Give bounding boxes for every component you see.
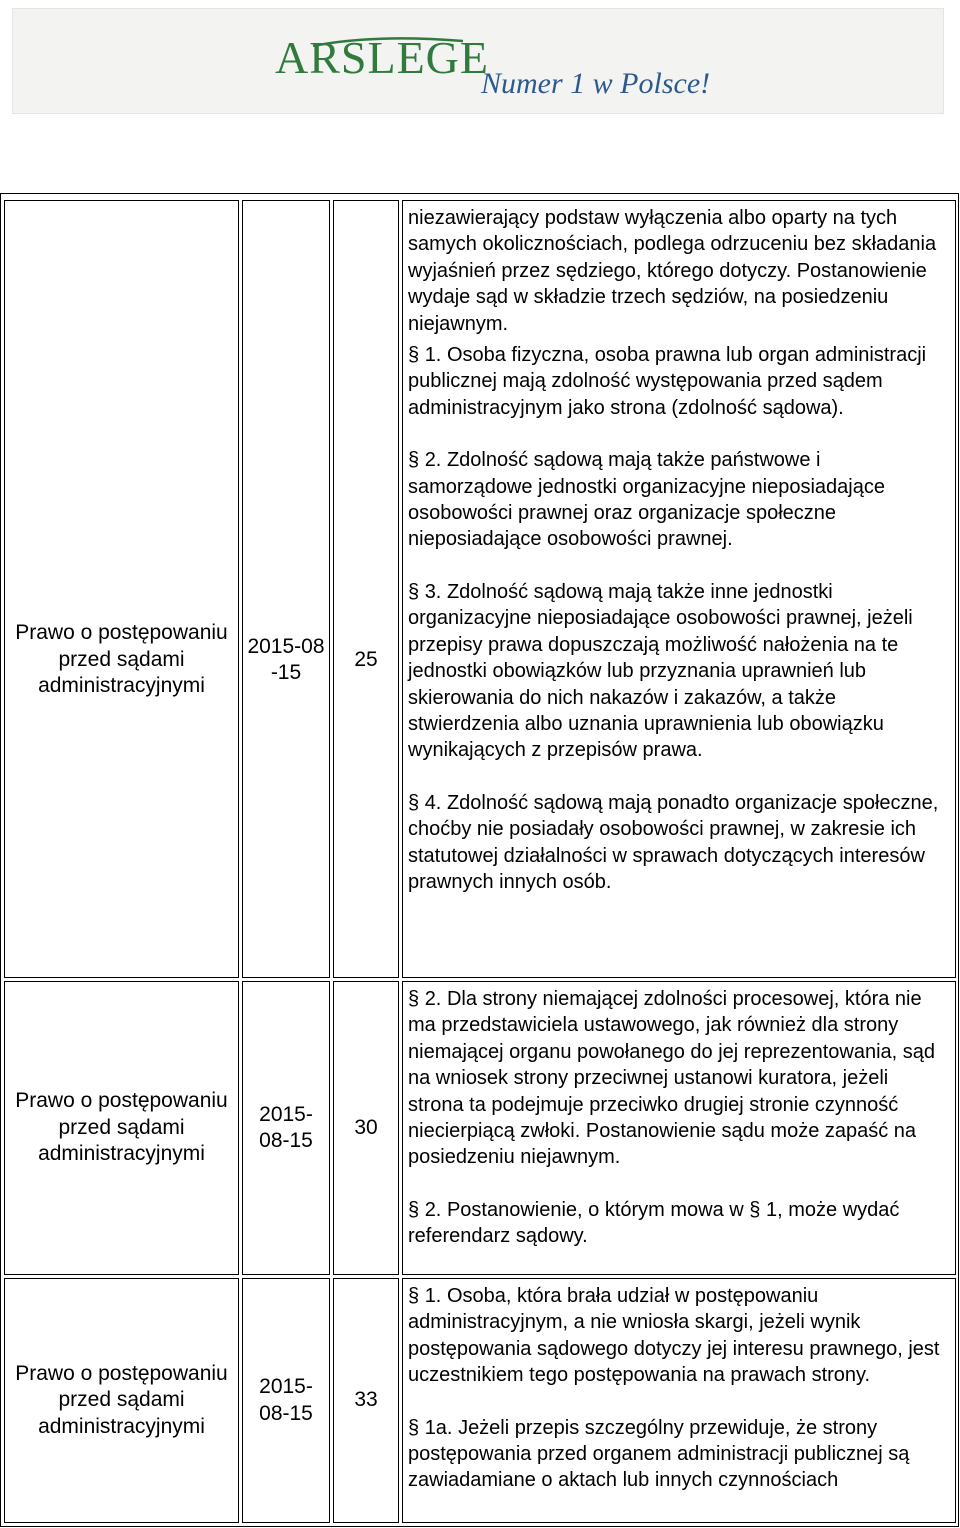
art30-text-cell xyxy=(402,981,956,1275)
art30-par2: § 2. Dla strony niemającej zdolności procesowej, która nie ma przedstawiciela ustawowego, jak również dla strony niemającej organu powołanego do jej reprezentowania, sąd na wniosek strony przeciwnej ustanowi kuratora, jeżeli strona ta podejmuje przeciwko drugiej stronie czynność niecierpiącą zwłoki. Postanowienie sądu może zapaść na posiedzeniu niejawnym. xyxy=(408,988,936,1169)
art25-par4: § 4. Zdolność sądową mają ponadto organizacje społeczne, choćby nie posiadały osobowości prawnej, w zakresie ich statutowej działalności w sprawach dotyczących interesów prawnych innych osób. xyxy=(408,791,939,893)
art33-article-cell xyxy=(333,1278,399,1523)
art25-date: 2015-08-15 xyxy=(247,634,325,684)
art33-par1a: § 1a. Jeżeli przepis szczególny przewiduje, że strony postępowania przed organem administracji publicznej są zawiadamiane o aktach lub innych czynnościach xyxy=(408,1416,910,1492)
art25-article-number: 25 xyxy=(354,647,378,671)
art25-par2: § 2. Zdolność sądową mają także państwowe i samorządowe jednostki organizacyjne nieposiadające osobowości prawnej oraz organizacje społeczne nieposiadające osobowości prawnej. xyxy=(408,449,885,551)
row0-text-cell xyxy=(402,200,956,978)
row0-act-cell xyxy=(4,200,239,978)
art25-act-name: Prawo o postępowaniu przed sądami administracyjnymi xyxy=(15,621,228,698)
row0-article-cell xyxy=(333,200,399,978)
art30-act-cell xyxy=(4,981,239,1275)
continuation-text: niezawierający podstaw wyłączenia albo oparty na tych samych okolicznościach, podlega odrzuceniu bez składania wyjaśnień przez sędziego, którego dotyczy. Postanowienie wydaje sąd w składzie trzech sędziów, na posiedzeniu niejawnym. xyxy=(408,207,937,335)
logo-tagline: Numer 1 w Polsce! xyxy=(481,67,711,100)
art33-par1: § 1. Osoba, która brała udział w postępowaniu administracyjnym, a nie wniosła skargi, jeżeli wynik postępowania sądowego dotyczy jej interesu prawnego, jest uczestnikiem tego postępowania na prawach strony. xyxy=(408,1285,940,1387)
art30-par2b: § 2. Postanowienie, o którym mowa w § 1, może wydać referendarz sądowy. xyxy=(408,1198,900,1248)
art25-par1: § 1. Osoba fizyczna, osoba prawna lub organ administracji publicznej mają zdolność występowania przed sądem administracyjnym jako strona (zdolność sądowa). xyxy=(408,344,927,419)
art30-date: 2015-08-15 xyxy=(259,1102,313,1152)
art25-par3: § 3. Zdolność sądową mają także inne jednostki organizacyjne nieposiadające osobowości prawnej, jeżeli przepisy prawa dopuszczają możliwość nałożenia na te jednostki obowiązków lub przyznania uprawnień lub skierowania do nich nakazów i zakazów, a także stwierdzenia albo uznania uprawnienia lub obowiązku wynikających z przepisów prawa. xyxy=(408,580,913,762)
art33-text-cell xyxy=(402,1278,956,1523)
art33-article-number: 33 xyxy=(354,1388,378,1412)
row0-date-cell xyxy=(242,200,330,978)
art30-article-number: 30 xyxy=(354,1115,378,1139)
header-banner xyxy=(12,8,944,114)
art33-act-name: Prawo o postępowaniu przed sądami administracyjnymi xyxy=(15,1361,228,1438)
logo-name: ARSLEGE xyxy=(275,32,489,83)
art30-article-cell xyxy=(333,981,399,1275)
art33-date: 2015-08-15 xyxy=(259,1375,313,1425)
art33-date-cell xyxy=(242,1278,330,1523)
art33-act-cell xyxy=(4,1278,239,1523)
art30-act-name: Prawo o postępowaniu przed sądami administracyjnymi xyxy=(15,1089,228,1166)
art30-date-cell xyxy=(242,981,330,1275)
